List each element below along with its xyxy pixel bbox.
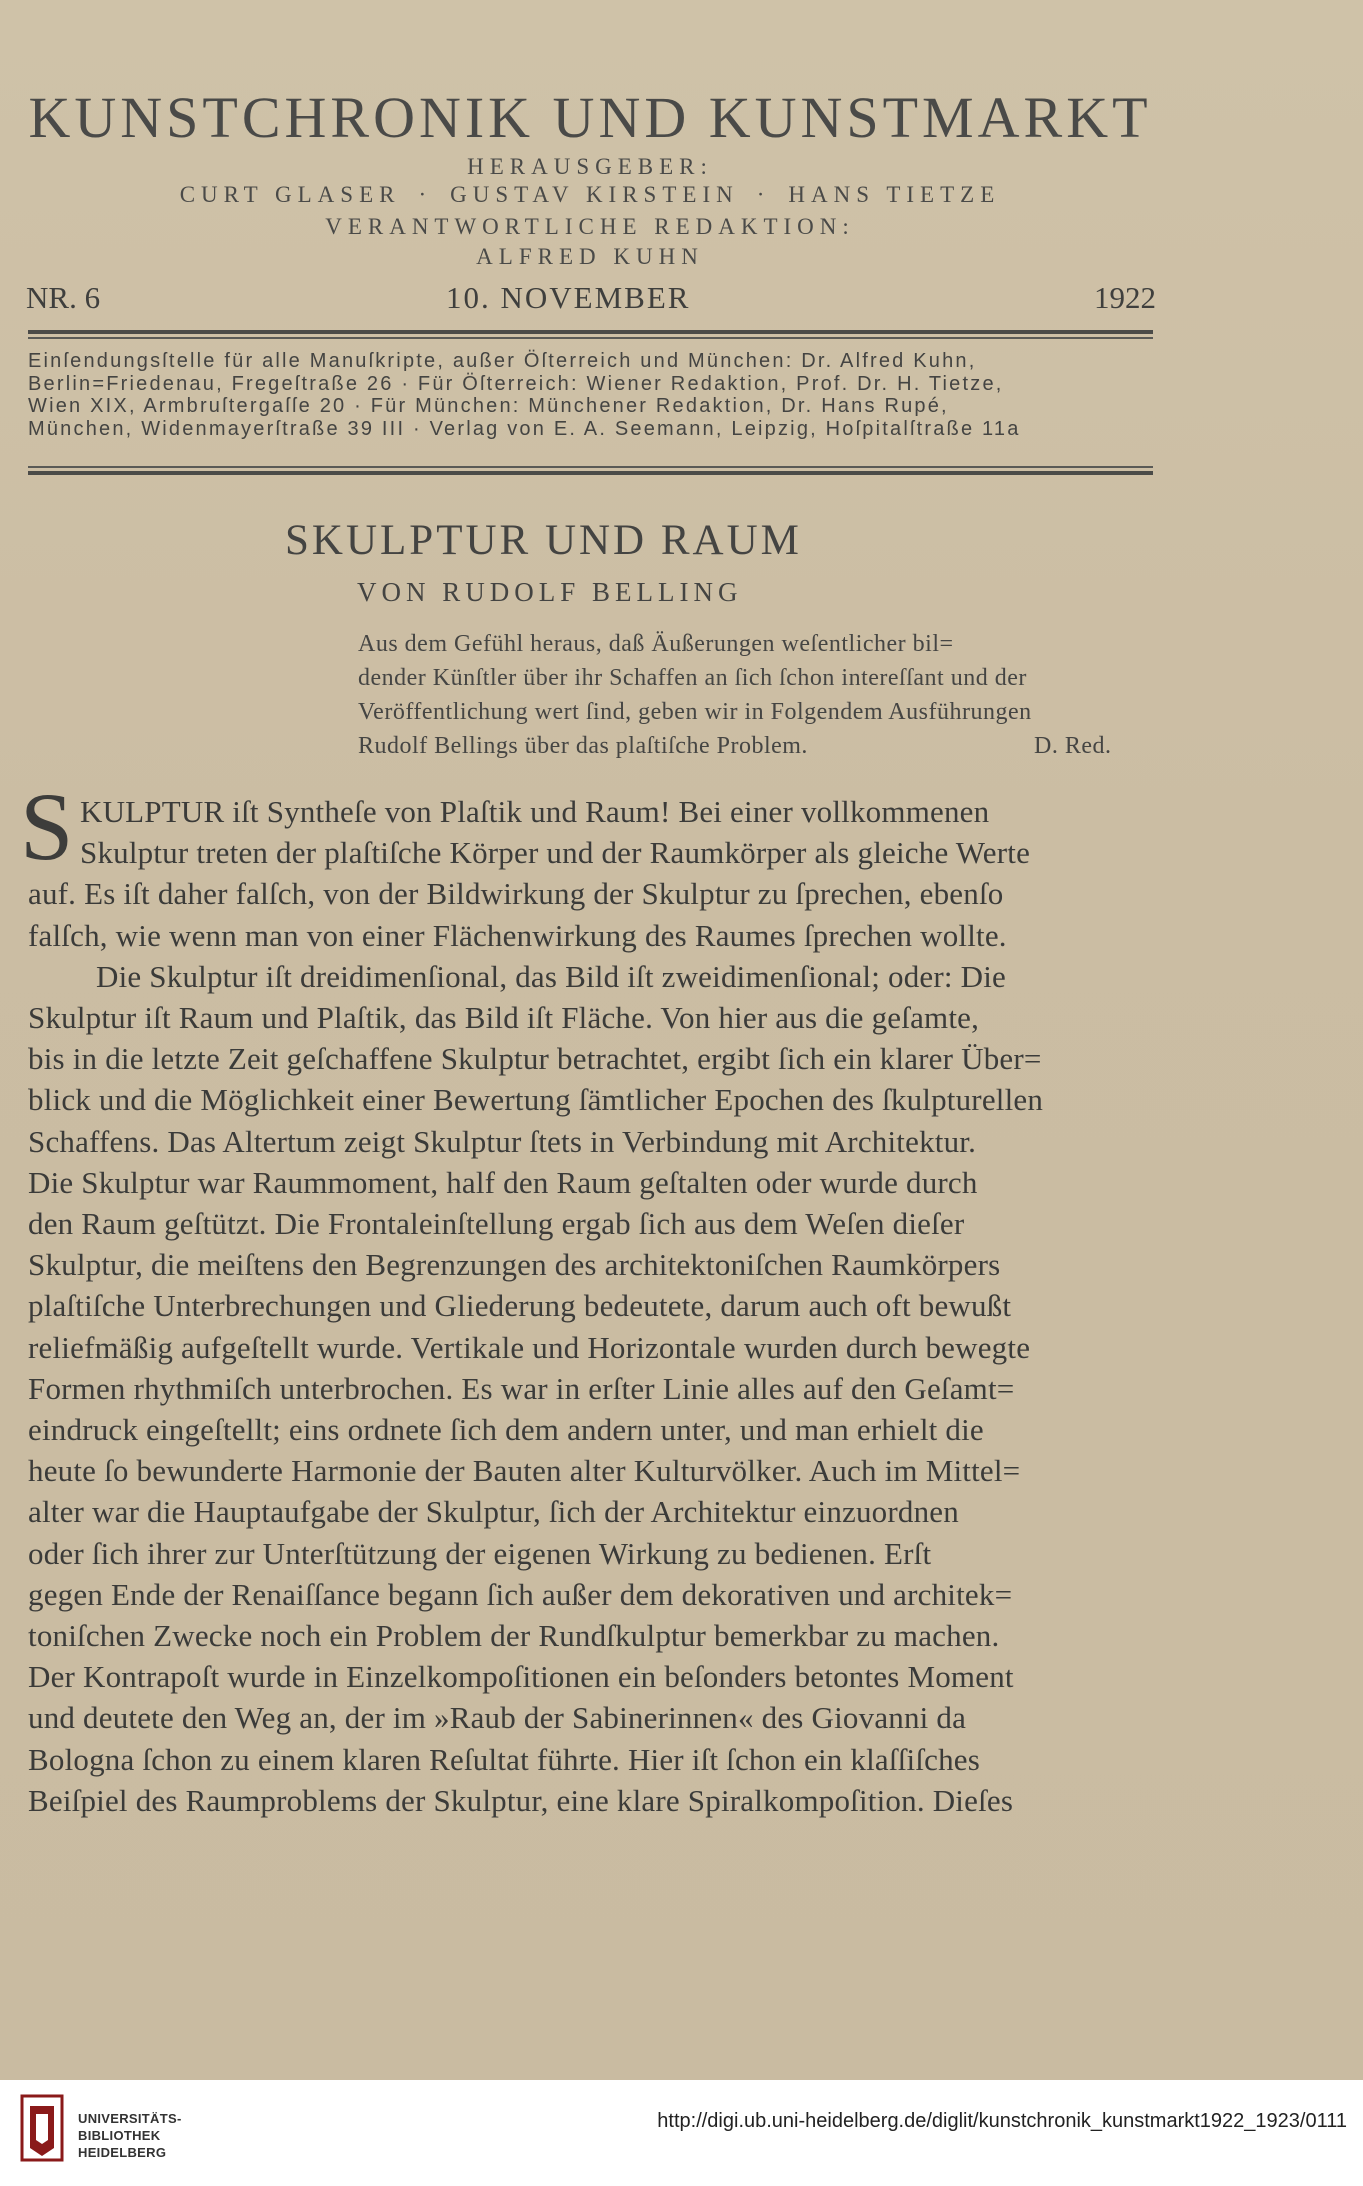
editor-separator: · [756, 182, 771, 207]
drop-cap: S [20, 773, 74, 880]
body-line: Skulptur treten der plaſtiſche Körper und der Raumkörper als gleiche Werte [80, 835, 1031, 871]
redaktion-name: ALFRED KUHN [476, 244, 704, 269]
issue-row [26, 280, 1156, 320]
source-url-link[interactable]: http://digi.ub.uni-heidelberg.de/diglit/kunstchronik_kunstmarkt1922_1923/0111 [657, 2110, 1347, 2132]
library-name-line: UNIVERSITÄTS- [78, 2111, 182, 2126]
body-line: Beiſpiel des Raumproblems der Skulptur, eine klare Spiralkompoſition. Dieſes [28, 1782, 1014, 1818]
body-line: den Raum geſtützt. Die Frontaleinſtellung ergab ſich aus dem Weſen dieſer [28, 1206, 965, 1242]
editor-name: HANS TIETZE [788, 182, 1001, 207]
editor-name: CURT GLASER [179, 182, 401, 207]
body-line: auf. Es iſt daher falſch, von der Bildwirkung der Skulptur zu ſprechen, ebenſo [28, 876, 1004, 912]
body-line: Skulptur, die meiſtens den Begrenzungen des architektoniſchen Raumkörpers [28, 1247, 1001, 1283]
issue-date: 10. NOVEMBER [446, 280, 691, 315]
library-name-line: HEIDELBERG [78, 2145, 167, 2160]
header-rule [28, 330, 1153, 334]
body-line: blick und die Möglichkeit einer Bewertung ſämtlicher Epochen des ſkulpturellen [28, 1082, 1044, 1118]
notice-rule [28, 471, 1153, 475]
body-line: gegen Ende der Renaiſſance begann ſich außer dem dekorativen und architek= [28, 1576, 1013, 1612]
notice-line: Berlin=Friedenau, Fregeſtraße 26 · Für Öſterreich: Wiener Redaktion, Prof. Dr. H. Tietze, [28, 372, 1004, 395]
submission-notice [28, 350, 1153, 440]
body-line: toniſchen Zwecke noch ein Problem der Rundſkulptur bemerkbar zu machen. [28, 1618, 1000, 1654]
body-line: KULPTUR iſt Syntheſe von Plaſtik und Raum! Bei einer vollkommenen [80, 794, 990, 829]
article-body [28, 791, 1168, 1821]
redaktion-label: VERANTWORTLICHE REDAKTION: [325, 214, 855, 239]
body-line: Skulptur iſt Raum und Plaſtik, das Bild iſt Fläche. Von hier aus die geſamte, [28, 1000, 980, 1036]
issue-year: 1922 [1094, 280, 1156, 315]
body-line: alter war die Hauptaufgabe der Skulptur, ſich der Architektur einzuordnen [28, 1494, 959, 1530]
notice-rule-thin [28, 466, 1153, 468]
body-line: eindruck eingeſtellt; eins ordnete ſich dem andern unter, und man erhielt die [28, 1412, 984, 1448]
intro-signature: D. Red. [1034, 733, 1112, 759]
body-line: heute ſo bewunderte Harmonie der Bauten alter Kulturvölker. Auch im Mittel= [28, 1453, 1021, 1489]
journal-title: KUNSTCHRONIK UND KUNSTMARKT [28, 85, 1152, 150]
library-name [78, 2110, 182, 2161]
intro-line: Aus dem Gefühl heraus, daß Äußerungen weſentlicher bil= [358, 631, 954, 657]
editor-separator: · [418, 182, 433, 207]
body-line: oder ſich ihrer zur Unterſtützung der eigenen Wirkung zu bedienen. Erſt [28, 1535, 932, 1571]
body-line: und deutete den Weg an, der im »Raub der Sabinerinnen« des Giovanni da [28, 1700, 967, 1736]
notice-line: München, Widenmayerſtraße 39 III · Verlag von E. A. Seemann, Leipzig, Hoſpitalſtraße 11a [28, 417, 1021, 440]
body-line: Schaffens. Das Altertum zeigt Skulptur ſtets in Verbindung mit Architektur. [28, 1123, 977, 1159]
body-line: falſch, wie wenn man von einer Flächenwirkung des Raumes ſprechen wollte. [28, 917, 1007, 953]
footer-bar [0, 2080, 1363, 2186]
notice-line: Einſendungsſtelle für alle Manuſkripte, außer Öſterreich und München: Dr. Alfred Kuhn, [28, 350, 977, 372]
body-line: reliefmäßig aufgeſtellt wurde. Vertikale und Horizontale wurden durch bewegte [28, 1329, 1031, 1365]
library-name-line: BIBLIOTHEK [78, 2128, 161, 2143]
header-rule-thin [28, 337, 1153, 339]
body-line: Bologna ſchon zu einem klaren Reſultat führte. Hier iſt ſchon ein klaſſiſches [28, 1741, 981, 1777]
body-line: Formen rhythmiſch unterbrochen. Es war in erſter Linie alles auf den Geſamt= [28, 1370, 1015, 1406]
editors-names [0, 182, 1180, 208]
editors-label: HERAUSGEBER: [467, 154, 713, 179]
article-title: SKULPTUR UND RAUM [285, 517, 802, 564]
editor-name: GUSTAV KIRSTEIN [450, 182, 739, 207]
editorial-intro [358, 627, 1158, 763]
body-line: bis in die letzte Zeit geſchaffene Skulptur betrachtet, ergibt ſich ein klarer Über= [28, 1041, 1042, 1077]
university-library-logo-icon [20, 2092, 66, 2166]
issue-number: NR. 6 [26, 280, 101, 315]
intro-line: Rudolf Bellings über das plaſtiſche Problem. [358, 733, 808, 759]
body-line: plaſtiſche Unterbrechungen und Gliederung bedeutete, darum auch oft bewußt [28, 1288, 1012, 1324]
body-line: Die Skulptur iſt dreidimenſional, das Bild iſt zweidimenſional; oder: Die [96, 958, 1006, 994]
body-line: Die Skulptur war Raummoment, half den Raum geſtalten oder wurde durch [28, 1164, 978, 1200]
body-line: Der Kontrapoſt wurde in Einzelkompoſitionen ein beſonders betontes Moment [28, 1659, 1014, 1695]
article-author: VON RUDOLF BELLING [357, 577, 743, 607]
intro-line: Veröffentlichung wert ſind, geben wir in Folgendem Ausführungen [358, 699, 1032, 725]
intro-line: dender Künſtler über ihr Schaffen an ſich ſchon intereſſant und der [358, 665, 1027, 691]
notice-line: Wien XIX, Armbruſtergaſſe 20 · Für München: Münchener Redaktion, Dr. Hans Rupé, [28, 395, 949, 417]
